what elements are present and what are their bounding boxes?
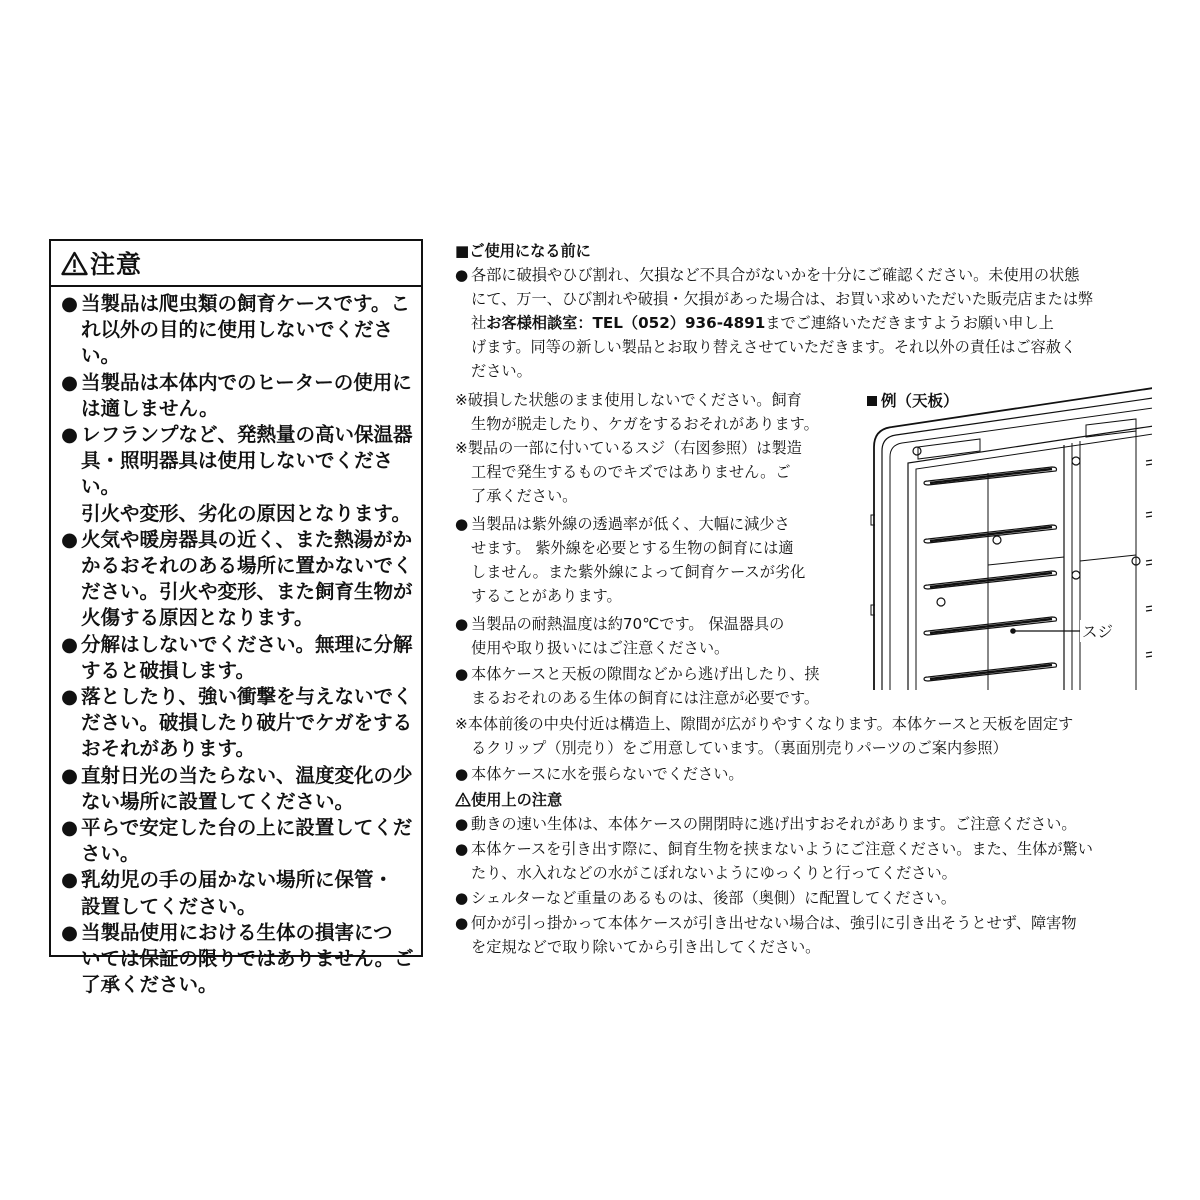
- caution-item: [61, 632, 421, 684]
- caution-item: [61, 684, 421, 763]
- water-line: 本体ケースに水を張らないでください。: [471, 765, 744, 783]
- customer-support-tel: お客様相談室：TEL（052）936-4891: [486, 314, 766, 332]
- bullet: ●: [61, 816, 79, 840]
- suji-label: スジ: [1080, 620, 1115, 642]
- caution-title: 注意: [90, 250, 143, 279]
- bullet: ●: [455, 515, 469, 533]
- usage-item: [455, 912, 1077, 934]
- before-use-line-tel: [455, 312, 1054, 334]
- gap-item: [455, 663, 820, 685]
- caution-header: [51, 241, 421, 287]
- bullet: ●: [455, 889, 469, 907]
- gap-line: 本体ケースと天板の隙間などから逃げ出したり、挟: [471, 665, 820, 683]
- caution-item-text: 乳幼児の手の届かない場所に保管・ 設置してください。: [81, 868, 394, 918]
- usage-item: [455, 887, 956, 909]
- caution-item-text: 当製品使用における生体の損害につ いては保証の限りではありません。ご 了承ください。: [81, 920, 414, 997]
- caution-item-text: 直射日光の当たらない、温度変化の少 ない場所に設置してください。: [81, 763, 413, 813]
- square-marker: [867, 396, 877, 406]
- uv-line: 当製品は紫外線の透過率が低く、大幅に減少さ: [471, 515, 790, 533]
- usage-line: たり、水入れなどの水がこぼれないようにゆっくりと行ってください。: [471, 864, 957, 882]
- caution-item: [61, 291, 421, 370]
- before-use-line: までご連絡いただきますようお願い申し上: [765, 314, 1054, 332]
- lid-hole: [937, 598, 945, 606]
- before-use-heading: ■ご使用になる前に: [455, 242, 591, 260]
- caution-box: [49, 239, 423, 997]
- bullet: ●: [455, 665, 469, 683]
- note-clip-cont: るクリップ（別売り）をご用意しています。（裏面別売りパーツのご案内参照）: [471, 739, 1008, 757]
- note-clip: ※本体前後の中央付近は構造上、隙間が広がりやすくなります。本体ケースと天板を固定す: [455, 715, 1074, 733]
- before-use-line: ださい。: [471, 362, 532, 380]
- usage-line: 何かが引っ掛かって本体ケースが引き出せない場合は、強引に引き出そうとせず、障害物: [471, 914, 1077, 932]
- usage-caution-title: 使用上の注意: [471, 791, 563, 809]
- uv-item: [455, 513, 790, 535]
- heat-line: 使用や取り扱いにはご注意ください。: [471, 639, 730, 657]
- before-use-line: げます。同等の新しい製品とお取り替えさせていただきます。それ以外の責任はご容赦く: [471, 338, 1077, 356]
- caution-item: [61, 920, 421, 999]
- bullet: ●: [455, 840, 469, 858]
- caution-item: [61, 867, 421, 919]
- usage-line: シェルターなど重量のあるものは、後部（奥側）に配置してください。: [471, 889, 957, 907]
- lid-hole: [1072, 571, 1080, 579]
- lid-diagram: [860, 385, 1152, 690]
- caution-item-text: 分解はしないでください。無理に分解 すると破損します。: [81, 632, 413, 682]
- bullet: ●: [455, 615, 469, 633]
- usage-line: 本体ケースを引き出す際に、飼育生物を挟まないようにご注意ください。また、生体が驚い: [471, 840, 1093, 858]
- before-use-line: 社: [471, 314, 487, 332]
- note-damaged-cont: 生物が脱走したり、ケガをするおそれがあります。: [471, 415, 819, 433]
- gap-line: まるおそれのある生体の飼育には注意が必要です。: [471, 689, 820, 707]
- caution-item-text: 平らで安定した台の上に設置してくだ さい。: [81, 816, 413, 866]
- bullet: ●: [61, 685, 79, 709]
- uv-line: せます。 紫外線を必要とする生物の飼育には適: [471, 539, 794, 557]
- note-streak: ※製品の一部に付いているスジ（右図参照）は製造: [455, 439, 802, 457]
- bullet: ●: [61, 763, 79, 787]
- note-streak-cont: 了承ください。: [471, 487, 578, 505]
- usage-caution-heading: [455, 789, 562, 811]
- before-use-item-1: [455, 264, 1079, 286]
- caution-item-text: 火気や暖房器具の近く、また熱湯がか かるおそれのある場所に置かないでく ださい。引火や変形、また飼育生物が 火傷する原因となります。: [81, 527, 413, 630]
- caution-item-text: 落としたり、強い衝撃を与えないでく ださい。破損したり破片でケガをする おそれがあります。: [81, 685, 413, 761]
- bullet: ●: [455, 815, 469, 833]
- bullet: ●: [61, 423, 79, 447]
- caution-item-text: 当製品は爬虫類の飼育ケースです。こ れ以外の目的に使用しないでください。: [81, 292, 410, 368]
- diagram-label-text: 例（天板）: [881, 392, 959, 410]
- before-use-line: にて、万一、ひび割れや破損・欠損があった場合は、お買い求めいただいた販売店または弊: [471, 290, 1094, 308]
- warning-triangle-icon: [455, 792, 471, 807]
- caution-item: [61, 370, 421, 422]
- bullet: ●: [61, 632, 79, 656]
- bullet: ●: [61, 920, 79, 944]
- note-damaged: ※破損した状態のまま使用しないでください。飼育: [455, 391, 802, 409]
- caution-item-text: 当製品は本体内でのヒーターの使用に は適しません。: [81, 370, 412, 420]
- lid-hole: [913, 447, 921, 455]
- bullet: ●: [61, 868, 79, 892]
- bullet: ●: [61, 292, 79, 315]
- bullet: ●: [455, 765, 469, 783]
- warning-triangle-icon: [61, 251, 88, 276]
- uv-line: することがあります。: [471, 587, 622, 605]
- heat-line: 当製品の耐熱温度は約70℃です。 保温器具の: [471, 615, 785, 633]
- caution-list: [51, 287, 421, 998]
- water-item: [455, 763, 744, 785]
- caution-item: [61, 815, 421, 867]
- lid-hole: [1072, 457, 1080, 465]
- usage-item: [455, 838, 1093, 860]
- caution-item-text: レフランプなど、発熱量の高い保温器 具・照明器具は使用しないでください。 引火や変形、劣化の原因となります。: [81, 423, 413, 525]
- uv-line: しません。また紫外線によって飼育ケースが劣化: [471, 563, 806, 581]
- note-streak-cont: 工程で発生するものでキズではありません。ご: [471, 463, 791, 481]
- lid-hole: [993, 536, 1001, 544]
- usage-line: 動きの速い生体は、本体ケースの開閉時に逃げ出すおそれがあります。ご注意ください。: [471, 815, 1077, 833]
- bullet: ●: [455, 914, 469, 932]
- caution-item: [61, 763, 421, 815]
- heat-item: [455, 613, 784, 635]
- usage-line: を定規などで取り除いてから引き出してください。: [471, 938, 821, 956]
- usage-item: [455, 813, 1077, 835]
- caution-item: [61, 527, 421, 632]
- bullet: ●: [61, 370, 79, 394]
- before-use-line: 各部に破損やひび割れ、欠損など不具合がないかを十分にご確認ください。未使用の状態: [471, 266, 1080, 284]
- caution-item: [61, 422, 421, 527]
- bullet: ●: [455, 266, 469, 284]
- bullet: ●: [61, 527, 79, 551]
- diagram-label: [867, 389, 959, 411]
